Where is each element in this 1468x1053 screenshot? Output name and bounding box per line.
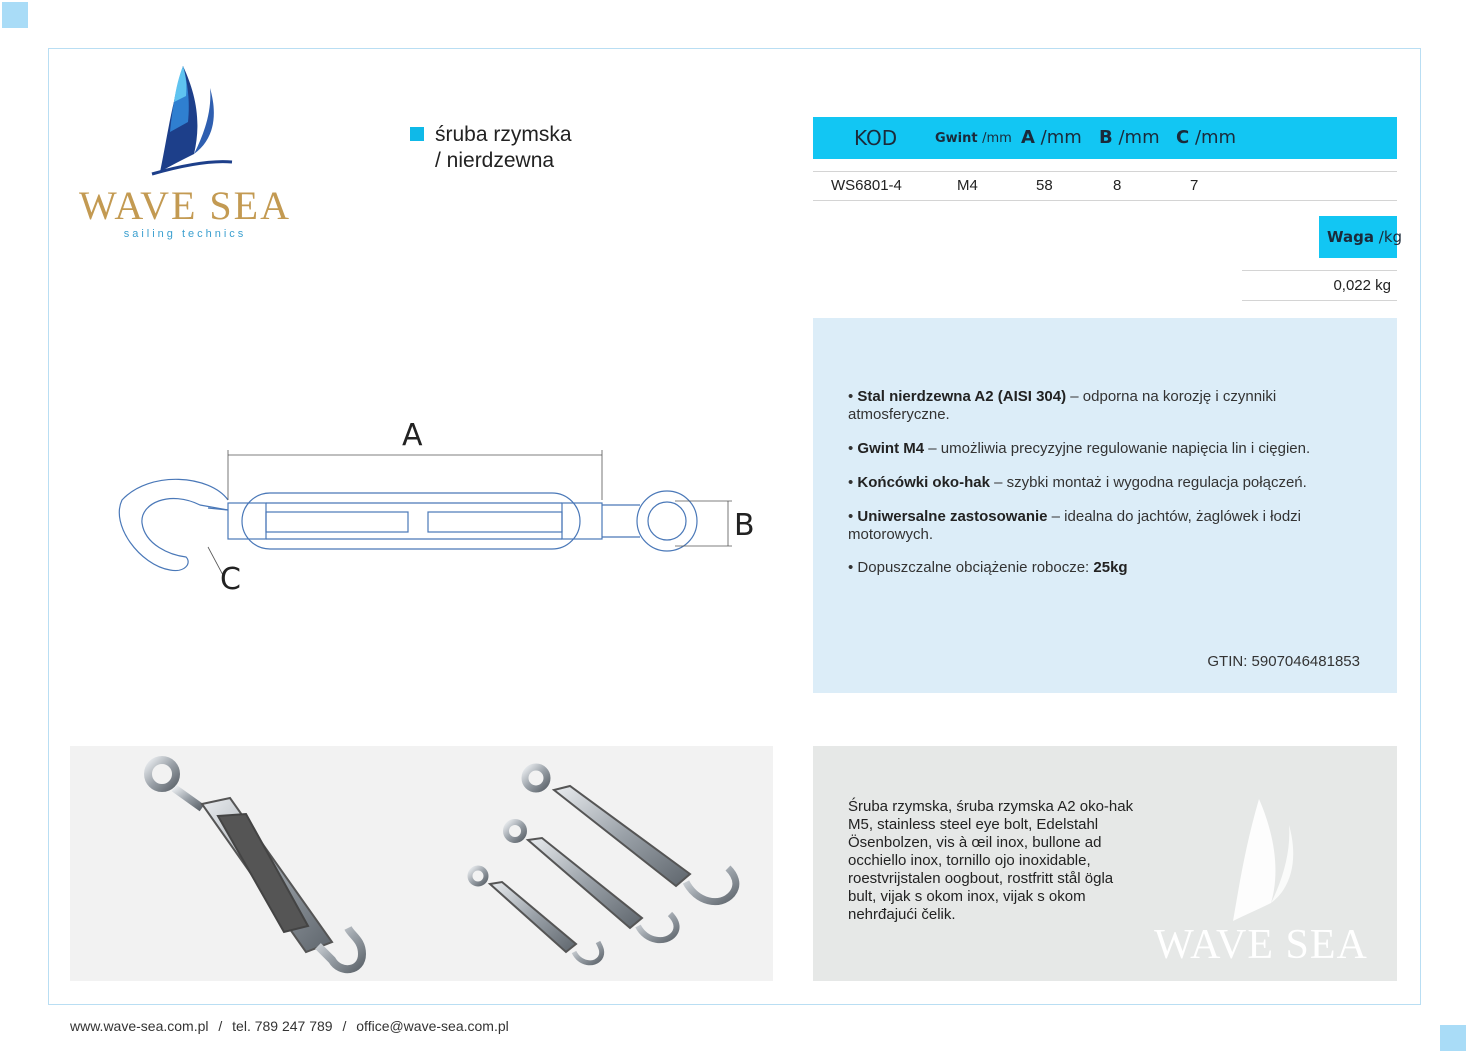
cell-a: 58: [1036, 177, 1053, 194]
footer-contact: www.wave-sea.com.pl / tel. 789 247 789 / office@wave-sea.com.pl: [70, 1018, 509, 1034]
footer-phone[interactable]: tel. 789 247 789: [232, 1018, 333, 1034]
header-a: A /mm: [1021, 127, 1082, 148]
brand-name: WAVE SEA: [79, 183, 291, 228]
feature-item: • Dopuszczalne obciążenie robocze: 25kg: [848, 559, 1128, 576]
feature-item: • Gwint M4 – umożliwia precyzyjne regulowanie napięcia lin i cięgien.: [848, 440, 1311, 457]
watermark-logo: [1141, 791, 1381, 971]
corner-square-top-left: [2, 2, 28, 28]
spec-table-header: [813, 117, 1397, 159]
cell-c: 7: [1190, 177, 1199, 194]
cell-b: 8: [1113, 177, 1122, 194]
technical-diagram: [100, 405, 780, 605]
title-bullet-square: [410, 127, 424, 141]
weight-header: Waga /kg: [1319, 216, 1397, 258]
header-thread: Gwint /mm: [935, 131, 1012, 146]
weight-divider-bottom: [1242, 300, 1397, 301]
brand-logo: [70, 62, 300, 247]
gtin-code: GTIN: 5907046481853: [1207, 653, 1360, 670]
brand-tagline: sailing technics: [123, 228, 247, 240]
product-photo: [70, 746, 773, 981]
weight-divider: [1242, 270, 1397, 271]
watermark-text: WAVE SEA: [1154, 922, 1368, 968]
footer-email-link[interactable]: office@wave-sea.com.pl: [356, 1018, 509, 1034]
spec-divider-bottom: [813, 200, 1397, 201]
description-panel: [813, 746, 1397, 981]
features-panel: [813, 318, 1397, 693]
diagram-label-a: A: [402, 418, 423, 453]
weight-value: 0,022 kg: [1333, 277, 1391, 294]
description-text: Śruba rzymska, śruba rzymska A2 oko-hak M5, stainless steel eye bolt, Edelstahl Ösenbolzen, vis à œil inox, bullone ad occhiello inox, tornillo ojo inoxidable, roestvrijstalen oogbout, rostfritt stål ögla bult, vijak s okom inox, vijak s okom nehrđajući čelik.: [848, 798, 1134, 923]
watermark-sail-icon: [1141, 791, 1381, 931]
cell-code: WS6801-4: [831, 177, 902, 194]
feature-item: • Końcówki oko-hak – szybki montaż i wygodna regulacja połączeń.: [848, 474, 1307, 491]
diagram-label-b: B: [734, 508, 755, 543]
spec-divider: [813, 171, 1397, 172]
header-code: KOD: [854, 126, 898, 150]
sail-logo-icon: [70, 62, 300, 182]
product-title-line1: śruba rzymska: [435, 123, 572, 146]
footer-website-link[interactable]: www.wave-sea.com.pl: [70, 1018, 209, 1034]
header-b: B /mm: [1099, 127, 1160, 148]
diagram-label-c: C: [220, 562, 241, 597]
feature-item: • Stal nierdzewna A2 (AISI 304) – odporna na korozję i czynniki atmosferyczne.: [848, 388, 1277, 423]
turnbuckle-photo-image: [70, 746, 773, 981]
header-c: C /mm: [1176, 127, 1237, 148]
corner-square-bottom-right: [1440, 1025, 1466, 1051]
feature-item: • Uniwersalne zastosowanie – idealna do jachtów, żaglówek i łodzi motorowych.: [848, 508, 1301, 543]
cell-thread: M4: [957, 177, 978, 194]
product-title-line2: / nierdzewna: [435, 149, 555, 172]
